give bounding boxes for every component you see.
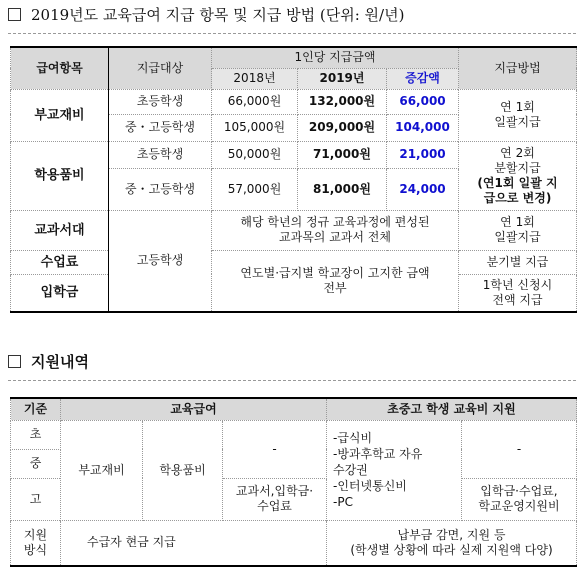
supplies-cell: 학용품비: [143, 420, 223, 520]
amount-2019: 71,000원: [298, 141, 387, 168]
header-increase: 증감액: [387, 68, 459, 89]
method-cell: 분기별 지급: [459, 250, 577, 274]
target-cell: 중・고등학생: [109, 114, 212, 141]
category-entrance: 입학금: [11, 274, 109, 312]
amount-2018: 105,000원: [212, 114, 298, 141]
divider: [8, 380, 576, 381]
section1-title-text: 2019년도 교육급여 지급 항목 및 지급 방법 (단위: 원/년): [31, 6, 405, 24]
payment-items-table: [10, 46, 577, 313]
category-textbook: 교과서대: [11, 210, 109, 250]
header-edu-benefit: 교육급여: [61, 398, 327, 420]
header-student-support: 초중고 학생 교육비 지원: [327, 398, 577, 420]
textbook-tuition-cell: 교과서,입학금· 수업료: [223, 478, 327, 520]
target-high-school: 고등학생: [109, 210, 212, 312]
amount-2018: 50,000원: [212, 141, 298, 168]
dash-cell: -: [223, 420, 327, 478]
amount-increase: 66,000: [387, 89, 459, 114]
amount-2018: 57,000원: [212, 168, 298, 210]
support-details-table: [10, 397, 577, 567]
method-cell: 연 1회 일괄지급: [459, 89, 577, 141]
method-cell: [459, 141, 577, 210]
amount-2019: 81,000원: [298, 168, 387, 210]
target-cell: 중・고등학생: [109, 168, 212, 210]
textbook-amount: 해당 학년의 정규 교육과정에 편성된 교과목의 교과서 전체: [212, 210, 459, 250]
amount-2018: 66,000원: [212, 89, 298, 114]
support-method-edu: 수급자 현금 지급: [61, 520, 327, 566]
header-method: 지급방법: [459, 47, 577, 89]
section2-title: [8, 351, 89, 372]
header-amount-group: 1인당 지급금액: [212, 47, 459, 68]
section2-title-text: 지원내역: [31, 353, 89, 371]
header-item: 급여항목: [11, 47, 109, 89]
method-text: 연 2회 분할지급: [494, 145, 541, 175]
category-school-supplies: 학용품비: [11, 141, 109, 210]
support-method-student: 납부금 감면, 지원 등 (학생별 상황에 따라 실제 지원액 다양): [327, 520, 577, 566]
shared-amount: 연도별·급지별 학교장이 고지한 금액 전부: [212, 250, 459, 312]
section1-title: [8, 4, 404, 25]
method-cell: 연 1회 일괄지급: [459, 210, 577, 250]
level-elementary: 초: [11, 420, 61, 449]
divider: [8, 33, 576, 34]
amount-2019: 132,000원: [298, 89, 387, 114]
category-sub-materials: 부교재비: [11, 89, 109, 141]
amount-increase: 21,000: [387, 141, 459, 168]
method-change-note: (연1회 일괄 지 급으로 변경): [477, 175, 558, 205]
header-2018: 2018년: [212, 68, 298, 89]
category-tuition: 수업료: [11, 250, 109, 274]
header-target: 지급대상: [109, 47, 212, 89]
support-method-label: 지원 방식: [11, 520, 61, 566]
checkbox-icon: [8, 8, 21, 21]
target-cell: 초등학생: [109, 89, 212, 114]
header-2019: 2019년: [298, 68, 387, 89]
student-support-list: -급식비 -방과후학교 자유 수강권 -인터넷통신비 -PC: [327, 420, 462, 520]
method-cell: 1학년 신청시 전액 지급: [459, 274, 577, 312]
target-cell: 초등학생: [109, 141, 212, 168]
level-middle: 중: [11, 449, 61, 478]
header-basis: 기준: [11, 398, 61, 420]
checkbox-icon: [8, 355, 21, 368]
sub-materials-cell: 부교재비: [61, 420, 143, 520]
amount-increase: 24,000: [387, 168, 459, 210]
amount-2019: 209,000원: [298, 114, 387, 141]
level-high: 고: [11, 478, 61, 520]
entrance-fee-cell: 입학금·수업료, 학교운영지원비: [462, 478, 577, 520]
amount-increase: 104,000: [387, 114, 459, 141]
dash-cell: -: [462, 420, 577, 478]
